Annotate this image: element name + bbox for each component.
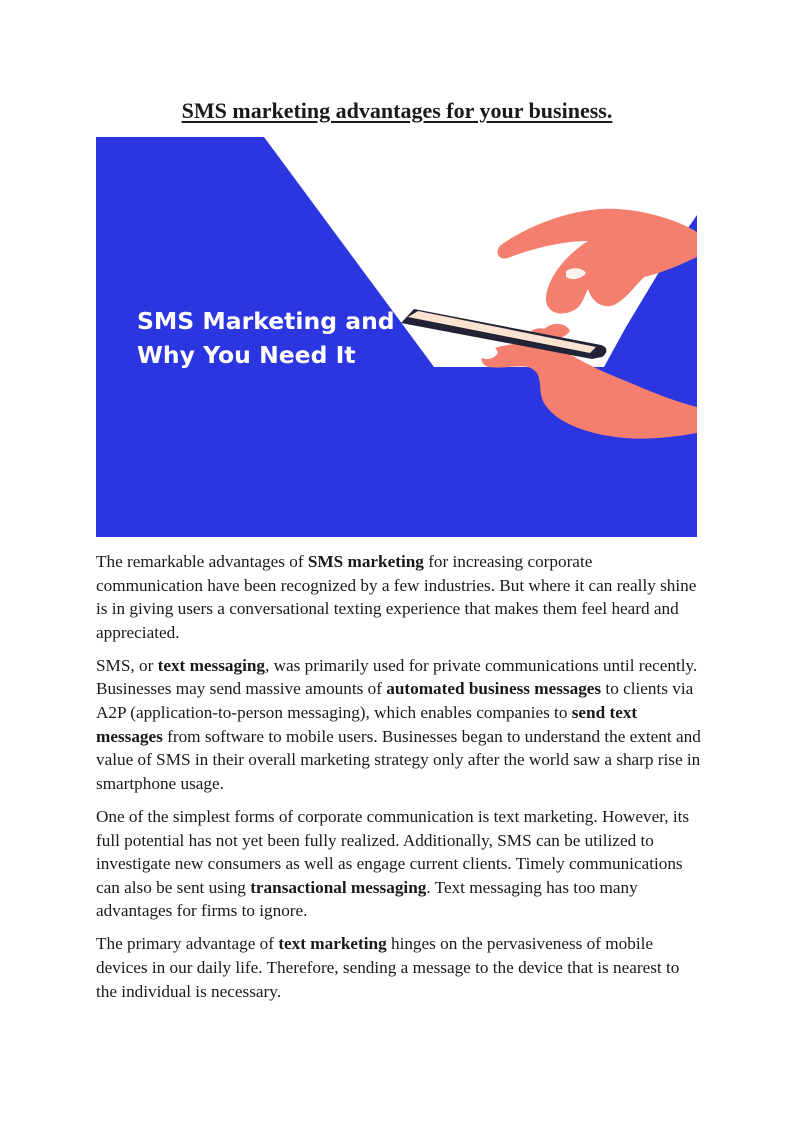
text-run: . Text messaging has too many advantages for firms to ignore. bbox=[96, 877, 638, 921]
text-run: from software to mobile users. Businesses began to understand the extent and value of SMS in their overall marketing strategy only after the world saw a sharp rise in smartphone usage. bbox=[96, 726, 701, 793]
bold-phrase: send text messages bbox=[96, 703, 638, 746]
bold-phrase: transactional messaging bbox=[250, 877, 427, 897]
hero-heading-line2: Why You Need It bbox=[137, 341, 356, 369]
bold-phrase: automated business messages bbox=[386, 679, 602, 699]
article-body bbox=[96, 550, 702, 1013]
bold-phrase: SMS marketing bbox=[307, 552, 424, 571]
bold-phrase: text messaging bbox=[157, 655, 266, 675]
hero-illustration bbox=[96, 137, 697, 537]
paragraph-4 bbox=[96, 932, 702, 1003]
paragraph-2 bbox=[96, 654, 702, 796]
text-run: The remarkable advantages of bbox=[96, 552, 308, 571]
bold-phrase: text marketing bbox=[278, 934, 387, 954]
paragraph-3 bbox=[96, 805, 702, 923]
text-run: to clients via A2P (application-to-person messaging), which enables companies to bbox=[96, 679, 694, 723]
hero-heading-line1: SMS Marketing and bbox=[137, 307, 395, 335]
text-run: The primary advantage of bbox=[96, 934, 279, 954]
paragraph-1 bbox=[96, 550, 702, 644]
document-title: SMS marketing advantages for your business. bbox=[181, 98, 613, 123]
text-run: SMS, or bbox=[96, 655, 158, 675]
text-run: hinges on the pervasiveness of mobile devices in our daily life. Therefore, sending a message to the device that is nearest to the individual is necessary. bbox=[96, 934, 680, 1001]
text-run: , was primarily used for private communications until recently. Businesses may send massive amounts of bbox=[96, 655, 698, 699]
hero-image bbox=[96, 137, 697, 537]
text-run: One of the simplest forms of corporate communication is text marketing. However, its full potential has not yet been fully realized. Additionally, SMS can be utilized to investigate new consumers as well as engage current clients. Timely communications can also be sent using bbox=[96, 806, 690, 897]
text-run: for increasing corporate communication have been recognized by a few industries. But where it can really shine is in giving users a conversational texting experience that makes them feel heard and appreciated. bbox=[96, 552, 697, 642]
